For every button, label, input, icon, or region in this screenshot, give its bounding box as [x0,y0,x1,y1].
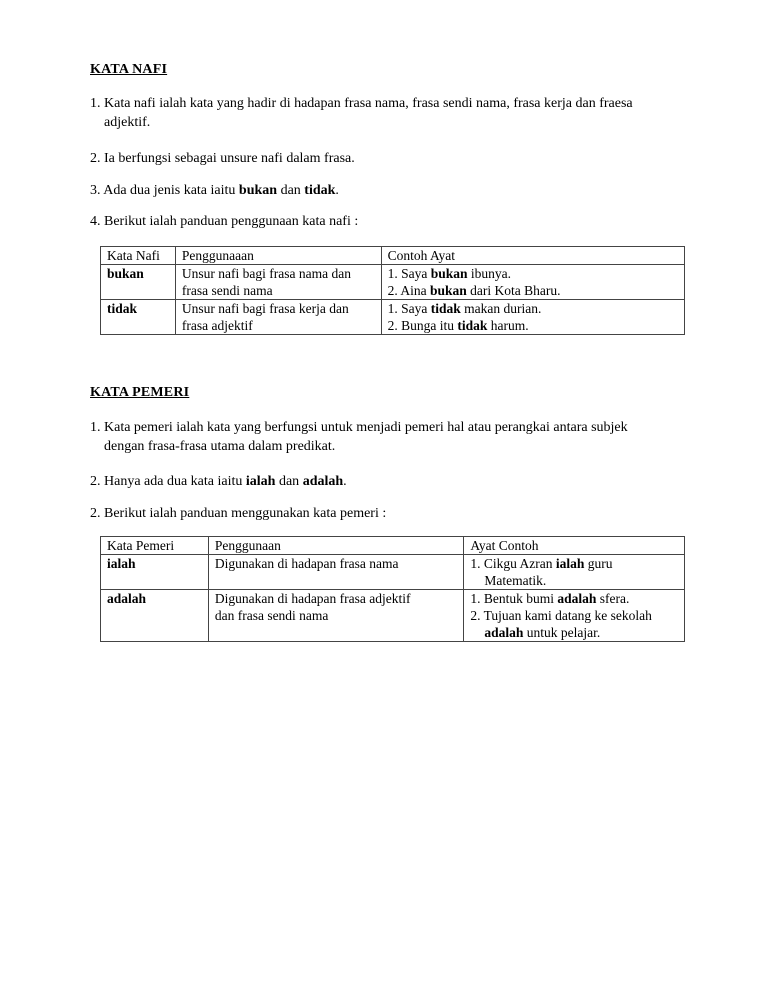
example-line [388,282,678,299]
pemeri-word-adalah: adalah [101,590,209,642]
usage-line: Unsur nafi bagi frasa nama dan [181,266,351,281]
pemeri-table [100,536,685,642]
table-row [101,555,685,590]
pemeri-th-example: Ayat Contoh [464,537,685,555]
example-line [388,300,678,317]
nafi-point-3 [90,181,690,200]
ex-bold: adalah [484,625,524,640]
ex-bold: ialah [555,556,585,571]
pemeri-th-word: Kata Pemeri [101,537,209,555]
ex-text: sfera. [596,591,630,606]
pemeri-p2-post: . [343,474,347,489]
nafi-point-4: 4. Berikut ialah panduan penggunaan kata nafi : [90,214,359,229]
ex-text: 2. Tujuan kami datang ke sekolah [470,608,652,623]
nafi-word-bukan: bukan [101,265,176,300]
ex-text: dari Kota Bharu. [466,283,561,298]
table-row [101,300,685,335]
heading-kata-pemeri: KATA PEMERI [90,385,190,400]
nafi-point-2: 2. Ia berfungsi sebagai unsure nafi dalam frasa. [90,151,355,166]
usage-line: frasa adjektif [181,318,253,333]
nafi-usage-bukan [175,265,381,300]
example-line [470,607,678,624]
heading-kata-nafi: KATA NAFI [90,62,168,77]
pemeri-p2-pre: 2. Hanya ada dua kata iaitu [90,474,246,489]
nafi-p1-line1: Kata nafi ialah kata yang hadir di hadapan frasa nama, frasa sendi nama, frasa kerja dan fraesa [104,96,633,111]
nafi-table-header [101,247,685,265]
nafi-p3-mid: dan [277,183,305,198]
usage-line: Digunakan di hadapan frasa adjektif [214,591,411,606]
nafi-word-tidak: tidak [101,300,176,335]
nafi-example-tidak [381,300,684,335]
pemeri-point-2 [90,472,690,491]
pemeri-th-usage: Penggunaan [208,537,464,555]
pemeri-example-ialah [464,555,685,590]
ex-text: makan durian. [460,301,542,316]
ex-text: harum. [487,318,529,333]
ex-text: guru [584,556,613,571]
usage-line: dan frasa sendi nama [214,608,329,623]
nafi-table [100,246,685,335]
pemeri-p1-line1: 1. Kata pemeri ialah kata yang berfungsi untuk menjadi pemeri hal atau perangkai antara subjek [90,420,628,435]
table-row [101,590,685,642]
pemeri-p2-adalah: adalah [302,474,344,489]
pemeri-usage-adalah [208,590,464,642]
ex-text: 1. Saya [387,266,431,281]
ex-text: 2. Bunga itu [387,318,458,333]
nafi-point-1 [90,94,690,132]
ex-bold: tidak [457,318,488,333]
nafi-example-bukan [381,265,684,300]
nafi-p3-pre: 3. Ada dua jenis kata iaitu [90,183,239,198]
pemeri-word-ialah: ialah [101,555,209,590]
pemeri-table-header [101,537,685,555]
pemeri-point-1 [90,418,690,456]
usage-line: frasa sendi nama [181,283,273,298]
nafi-usage-tidak [175,300,381,335]
pemeri-point-3: 2. Berikut ialah panduan menggunakan kata pemeri : [90,506,387,521]
nafi-th-usage: Penggunaaan [175,247,381,265]
nafi-p3-bukan: bukan [238,183,278,198]
ex-text: 1. Saya [387,301,431,316]
example-line [388,317,678,334]
pemeri-p2-ialah: ialah [245,474,276,489]
example-line [470,624,678,641]
pemeri-p1-line2: dengan frasa-frasa utama dalam predikat. [104,439,336,454]
nafi-p1-line2: adjektif. [104,115,151,130]
ex-bold: bukan [430,266,468,281]
ex-bold: bukan [429,283,467,298]
example-line [470,590,678,607]
usage-line: Digunakan di hadapan frasa nama [214,556,399,571]
ex-text: untuk pelajar. [523,625,601,640]
ex-bold: adalah [557,591,597,606]
usage-line: Unsur nafi bagi frasa kerja dan [181,301,349,316]
ex-bold: tidak [430,301,461,316]
ex-text: 2. Aina [387,283,430,298]
nafi-p3-tidak: tidak [304,183,336,198]
nafi-p1-num: 1. [90,96,101,111]
ex-text: 1. Bentuk bumi [470,591,558,606]
pemeri-p2-mid: dan [275,474,303,489]
pemeri-example-adalah [464,590,685,642]
nafi-th-example: Contoh Ayat [381,247,684,265]
example-line [470,555,678,572]
pemeri-usage-ialah [208,555,464,590]
ex-text: ibunya. [467,266,512,281]
example-line [388,265,678,282]
ex-text: 1. Cikgu Azran [470,556,556,571]
table-row [101,265,685,300]
nafi-th-word: Kata Nafi [101,247,176,265]
nafi-p3-post: . [335,183,339,198]
example-line: Matematik. [484,573,547,588]
